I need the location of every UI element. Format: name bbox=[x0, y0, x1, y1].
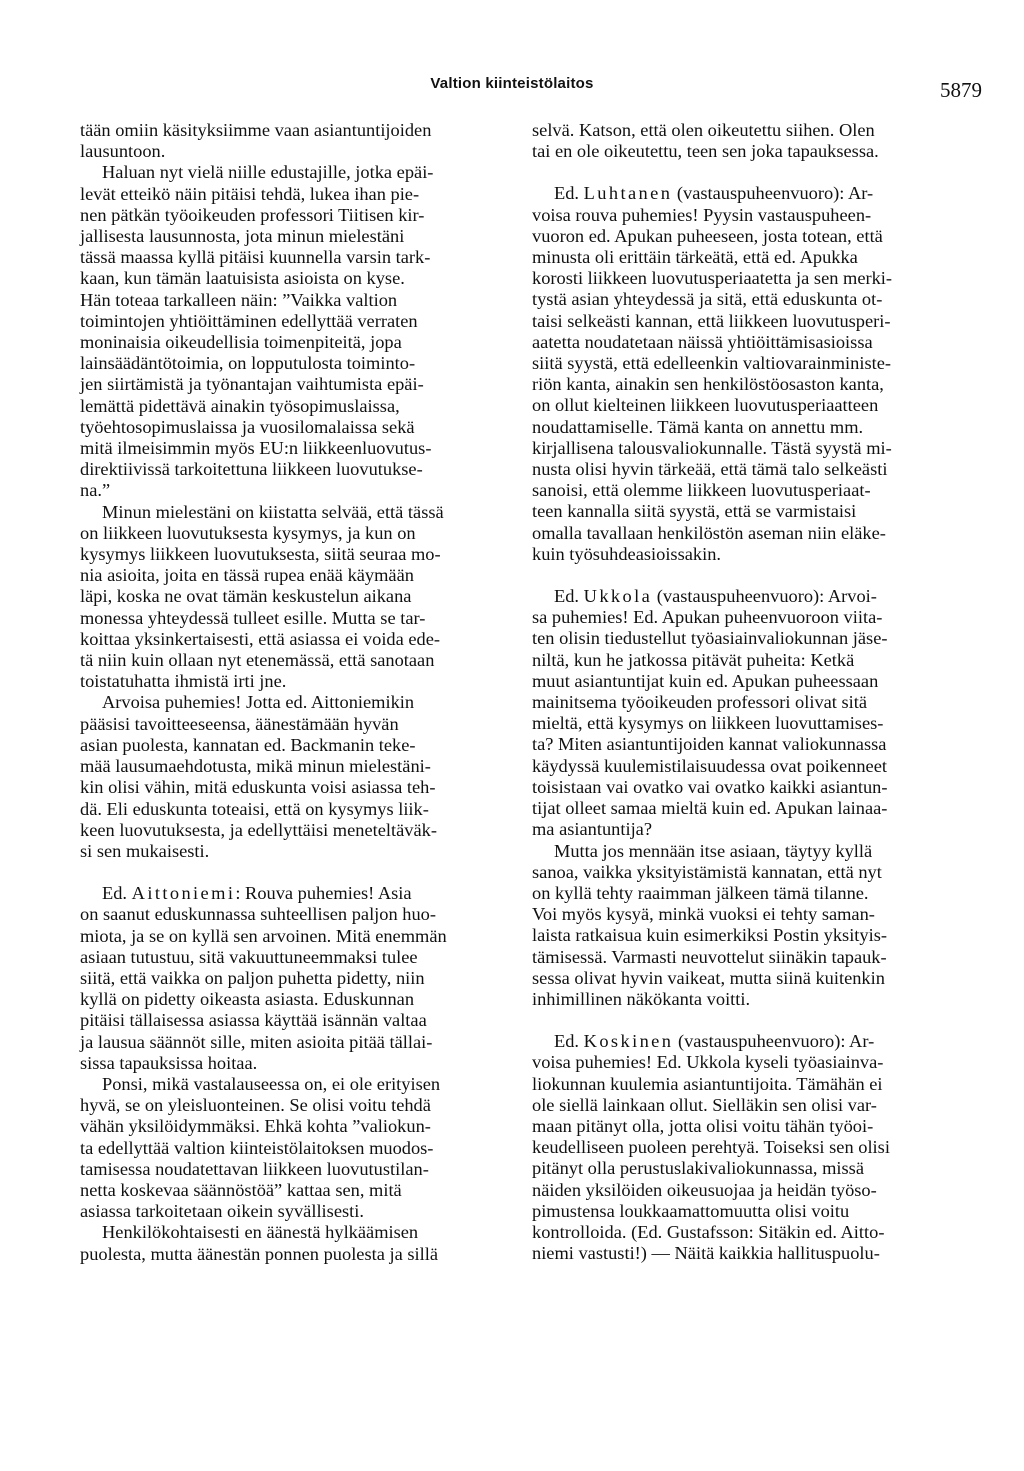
paragraph bbox=[532, 1052, 962, 1264]
text-line: monessa yhteydessä tulleet esille. Mutta se tar- bbox=[80, 607, 426, 628]
text-line: omalla tavallaan henkilöstön aseman niin eläke- bbox=[532, 522, 886, 543]
speaker-text: (vastauspuheenvuoro): Ar- bbox=[673, 1031, 875, 1052]
text-line: ta edellyttää valtion kiinteistölaitoksen muodos- bbox=[80, 1137, 434, 1158]
text-line: asian puolesta, kannatan ed. Backmanin teke- bbox=[80, 734, 416, 755]
text-line: muut asiantuntijat kuin ed. Apukan puheessaan bbox=[532, 670, 879, 691]
text-line: voisa rouva puhemies! Pyysin vastauspuheen- bbox=[532, 204, 872, 225]
text-line: noudattamiselle. Tämä kanta on annettu mm. bbox=[532, 416, 864, 437]
text-line: kyllä on pidetty oikeasta asiasta. Eduskunnan bbox=[80, 989, 415, 1010]
text-line: na.” bbox=[80, 480, 111, 501]
speaker-line bbox=[532, 1031, 962, 1052]
text-line: voisa puhemies! Ed. Ukkola kyseli työasiainva- bbox=[532, 1052, 884, 1073]
speaker-prefix: Ed. bbox=[102, 883, 128, 904]
text-line: Voi myös kysyä, minkä vuoksi ei tehty saman- bbox=[532, 904, 875, 925]
text-line: jen siirtämistä ja työnantajan vaihtumista epäi- bbox=[80, 374, 424, 395]
text-line: mieltä, että kysymys on liikkeen luovuttamises- bbox=[532, 713, 884, 734]
text-line: sanoisi, että olemme liikkeen luovutusperiaat- bbox=[532, 480, 871, 501]
speaker-colon: : bbox=[235, 883, 241, 904]
text-line: si sen mukaisesti. bbox=[80, 840, 210, 861]
paragraph bbox=[80, 692, 510, 862]
text-line: nusta olisi hyvin tärkeää, että tämä talo selkeästi bbox=[532, 459, 888, 480]
paragraph bbox=[80, 1222, 510, 1264]
text-line: minusta oli erittäin tärkeätä, että ed. Apukka bbox=[532, 247, 858, 268]
paragraph bbox=[532, 205, 962, 565]
text-line: sessa olivat hyvin vaikeat, mutta siinä kuitenkin bbox=[532, 967, 885, 988]
text-line: kin olisi vähin, mitä eduskunta voisi asiassa teh- bbox=[80, 777, 436, 798]
text-line: Hän toteaa tarkalleen näin: ”Vaikka valtion bbox=[80, 289, 398, 310]
text-line: kontrolloida. (Ed. Gustafsson: Sitäkin ed. Aitto- bbox=[532, 1221, 885, 1242]
paragraph bbox=[80, 1074, 510, 1222]
paragraph-gap bbox=[532, 565, 962, 586]
text-line: moninaisia oikeudellisia toimenpiteitä, jopa bbox=[80, 332, 402, 353]
text-line: tai en ole oikeutettu, teen sen joka tapauksessa. bbox=[532, 141, 879, 162]
text-line: Ponsi, mikä vastalauseessa on, ei ole erityisen bbox=[102, 1073, 441, 1094]
text-line: niemi vastusti!) — Näitä kaikkia hallituspuolu- bbox=[532, 1243, 880, 1264]
speaker-paragraph bbox=[532, 586, 962, 607]
text-line: kaan, kun tämän laatuisista asioista on kyse. bbox=[80, 268, 405, 289]
text-line: Haluan nyt vielä niille edustajille, jotka epäi- bbox=[102, 162, 434, 183]
speaker-name: Aittoniemi bbox=[131, 883, 236, 904]
text-line: pimustensa loukkaamattomuutta olisi voitu bbox=[532, 1200, 850, 1221]
text-line: levät etteikö näin pitäisi tehdä, lukea ihan pie- bbox=[80, 183, 420, 204]
text-line: aatetta noudatetaan näissä yhtiöittämisasioissa bbox=[532, 331, 873, 352]
text-line: pitänyt olla perustuslakivaliokunnassa, missä bbox=[532, 1158, 865, 1179]
text-line: maan pitänyt olla, jotta olisi voitu tähän työoi- bbox=[532, 1115, 874, 1136]
text-line: nia asioita, joita en tässä rupea enää käymään bbox=[80, 565, 414, 586]
text-line: liokunnan kuulemia asiantuntijoita. Tämähän ei bbox=[532, 1073, 883, 1094]
text-line: laista ratkaisua kuin esimerkiksi Postin yksityis- bbox=[532, 925, 888, 946]
speaker-prefix: Ed. bbox=[554, 586, 580, 607]
speaker-text: Rouva puhemies! Asia bbox=[240, 883, 412, 904]
text-line: mitä ilmeisimmin myös EU:n liikkeenluovutus- bbox=[80, 438, 432, 459]
text-line: asiaan tutustuu, sitä vakuuttuneemmaksi tulee bbox=[80, 946, 418, 967]
speaker-name: Koskinen bbox=[583, 1031, 674, 1052]
text-line: on saanut eduskunnassa suhteellisen paljon huo- bbox=[80, 904, 436, 925]
speaker-prefix: Ed. bbox=[554, 183, 580, 204]
text-line: teen kannalla siitä syystä, että se varmistaisi bbox=[532, 501, 857, 522]
paragraph-gap bbox=[532, 162, 962, 183]
text-line: mainitsema työoikeuden professori olivat sitä bbox=[532, 692, 868, 713]
text-line: taisi selkeästi kannan, että liikkeen luovutusperi- bbox=[532, 310, 891, 331]
text-line: käydyssä kuulemistilaisuudessa ovat poikenneet bbox=[532, 755, 887, 776]
speaker-name: Ukkola bbox=[583, 586, 653, 607]
paragraph bbox=[532, 607, 962, 840]
text-line: riön kanta, ainakin sen henkilöstöosaston kanta, bbox=[532, 374, 884, 395]
text-line: sissa tapauksissa hoitaa. bbox=[80, 1052, 258, 1073]
text-line: puolesta, mutta äänestän ponnen puolesta ja sillä bbox=[80, 1243, 439, 1264]
text-line: niltä, kun he jatkossa pitävät puheita: Ketkä bbox=[532, 649, 855, 670]
text-line: Minun mielestäni on kiistatta selvää, että tässä bbox=[102, 501, 444, 522]
text-line: on kyllä tehty raaimman jälkeen tämä tilanne. bbox=[532, 882, 869, 903]
text-line: tään omiin käsityksiimme vaan asiantuntijoiden bbox=[80, 120, 432, 140]
text-line: tijat olleet samaa mieltä kuin ed. Apukan lainaa- bbox=[532, 798, 888, 819]
text-line: tässä maassa kyllä pitäisi kuunnella varsin tark- bbox=[80, 247, 431, 268]
speaker-line bbox=[532, 183, 962, 204]
text-line: hyvä, se on yleisluonteinen. Se olisi voitu tehdä bbox=[80, 1095, 431, 1116]
text-line: kuin työsuhdeasioissakin. bbox=[532, 543, 722, 564]
text-line: jallisesta lausunnosta, jota minun mielestäni bbox=[80, 226, 405, 247]
text-line: mää lausumaehdotusta, mikä minun mielestäni- bbox=[80, 756, 431, 777]
text-line: nen pätkän työoikeuden professori Tiitisen kir- bbox=[80, 204, 425, 225]
text-line: tamisessa noudatettavan liikkeen luovutustilan- bbox=[80, 1158, 429, 1179]
text-line: lausuntoon. bbox=[80, 141, 166, 162]
text-line: kirjallisena talousvaliokunnalle. Tästä syystä mi- bbox=[532, 437, 892, 458]
page-number: 5879 bbox=[940, 78, 982, 102]
text-line: kysymys liikkeen luovutuksesta, siitä seuraa mo- bbox=[80, 544, 441, 565]
text-line: ma asiantuntija? bbox=[532, 819, 653, 840]
speaker-text: (vastauspuheenvuoro): Arvoi- bbox=[652, 586, 877, 607]
text-line: Henkilökohtaisesti en äänestä hylkäämisen bbox=[102, 1222, 419, 1243]
speaker-paragraph bbox=[532, 1031, 962, 1052]
text-line: pääsisi tavoitteeseensa, äänestämään hyvän bbox=[80, 713, 399, 734]
text-line: sa puhemies! Ed. Apukan puheenvuoroon viita- bbox=[532, 607, 883, 628]
text-line: siitä syystä, että edelleenkin valtiovarainministe- bbox=[532, 353, 892, 374]
paragraph bbox=[80, 120, 510, 162]
text-line: tystä asian yhteydessä ja sitä, että eduskunta ot- bbox=[532, 289, 883, 310]
text-line: läpi, koska ne ovat tämän keskustelun aikana bbox=[80, 586, 412, 607]
text-line: ole siellä lainkaan ollut. Sielläkin sen olisi var- bbox=[532, 1094, 877, 1115]
speaker-paragraph bbox=[532, 183, 962, 204]
text-line: keudelliseen puoleen perehtyä. Toiseksi sen olisi bbox=[532, 1137, 890, 1158]
text-line: asiassa tarkoitetaan oikein syvällisesti. bbox=[80, 1201, 364, 1222]
paragraph bbox=[80, 502, 510, 693]
left-column bbox=[80, 120, 510, 1265]
text-line: sanoa, vaikka yksityistämistä kannatan, että nyt bbox=[532, 861, 882, 882]
paragraph bbox=[532, 120, 962, 162]
text-line: työehtosopimuslaissa ja vuosilomalaissa sekä bbox=[80, 416, 415, 437]
text-line: keen luovutuksesta, ja edellyttäisi meneteltäväk- bbox=[80, 819, 437, 840]
text-line: toistatuhatta ihmistä irti jne. bbox=[80, 671, 287, 692]
text-line: lemättä pidettävä ainakin työsopimuslaissa, bbox=[80, 395, 400, 416]
paragraph-gap bbox=[80, 862, 510, 883]
text-line: siitä, että vaikka on paljon puhetta pidetty, niin bbox=[80, 967, 425, 988]
text-line: tämisessä. Varmasti neuvottelut siinäkin tapauk- bbox=[532, 946, 887, 967]
text-line: pitäisi tällaisessa asiassa käyttää isännän valtaa bbox=[80, 1010, 427, 1031]
text-line: toisistaan vai ovatko vai ovatko kaikki asiantun- bbox=[532, 776, 888, 797]
text-line: koittaa yksinkertaisesti, että asiassa ei voida ede- bbox=[80, 628, 441, 649]
text-line: miota, ja se on kyllä sen arvoinen. Mitä enemmän bbox=[80, 925, 447, 946]
text-line: vuoron ed. Apukan puheeseen, josta totean, että bbox=[532, 225, 883, 246]
text-line: on liikkeen luovutuksesta kysymys, ja kun on bbox=[80, 522, 416, 543]
speaker-text: (vastauspuheenvuoro): Ar- bbox=[672, 183, 874, 204]
text-line: selvä. Katson, että olen oikeutettu siihen. Olen bbox=[532, 120, 875, 140]
text-line: ten olisin tiedustellut työasiainvaliokunnan jäse- bbox=[532, 628, 888, 649]
text-line: on ollut kielteinen liikkeen luovutusperiaatteen bbox=[532, 395, 879, 416]
speaker-paragraph bbox=[80, 883, 510, 904]
text-line: tä niin kuin ollaan nyt etenemässä, että sanotaan bbox=[80, 650, 435, 671]
text-line: dä. Eli eduskunta toteaisi, että on kysymys liik- bbox=[80, 798, 429, 819]
paragraph bbox=[532, 841, 962, 1011]
text-line: ta? Miten asiantuntijoiden kannat valiokunnassa bbox=[532, 734, 887, 755]
speaker-prefix: Ed. bbox=[554, 1031, 580, 1052]
text-line: toimintojen yhtiöittäminen edellyttää verraten bbox=[80, 310, 418, 331]
text-line: Arvoisa puhemies! Jotta ed. Aittoniemikin bbox=[102, 692, 415, 713]
text-line: ja lausua säännöt sille, miten asioita pitää tällai- bbox=[80, 1031, 433, 1052]
right-column bbox=[532, 120, 962, 1264]
running-header-title: Valtion kiinteistölaitos bbox=[430, 75, 594, 92]
text-line: korosti liikkeen luovutusperiaatetta ja sen merki- bbox=[532, 268, 893, 289]
text-line: vähän yksilöidymmäksi. Ehkä kohta ”valiokun- bbox=[80, 1116, 431, 1137]
speaker-name: Luhtanen bbox=[583, 183, 673, 204]
paragraph bbox=[80, 904, 510, 1074]
text-line: näiden yksilöiden oikeusuojaa ja heidän työso- bbox=[532, 1179, 877, 1200]
text-line: lainsäädäntötoimia, on lopputulosta toiminto- bbox=[80, 353, 416, 374]
speaker-line bbox=[80, 883, 510, 904]
text-line: Mutta jos mennään itse asiaan, täytyy kyllä bbox=[554, 840, 873, 861]
text-line: inhimillinen näkökanta voitti. bbox=[532, 988, 751, 1009]
text-line: direktiivissä tarkoitettuna liikkeen luovutukse- bbox=[80, 459, 423, 480]
speaker-line bbox=[532, 586, 962, 607]
paragraph bbox=[80, 162, 510, 501]
text-line: netta koskevaa säännöstöä” kattaa sen, mitä bbox=[80, 1179, 402, 1200]
paragraph-gap bbox=[532, 1010, 962, 1031]
